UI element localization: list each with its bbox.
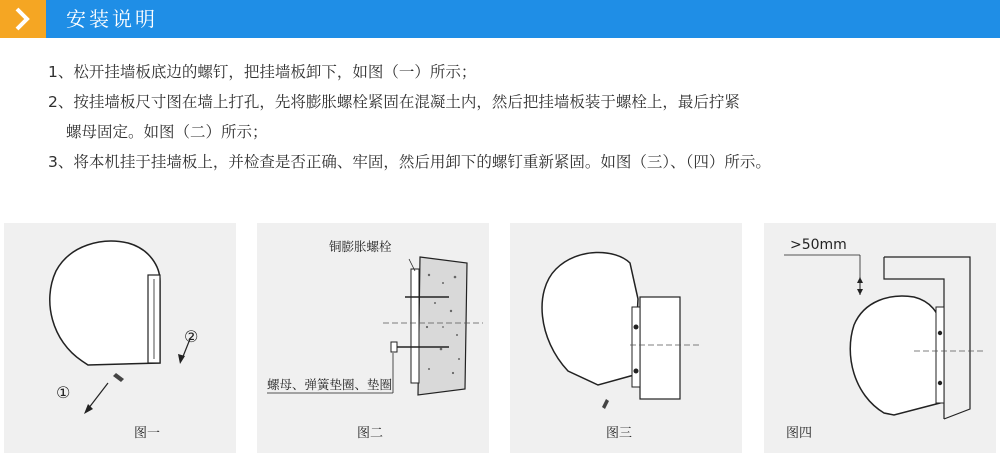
step-2-continued: 螺母固定。如图（二）所示； bbox=[66, 123, 268, 141]
figure-1-panel bbox=[4, 223, 236, 453]
instruction-list bbox=[48, 57, 968, 177]
figure-1-caption: 图一 bbox=[134, 426, 161, 441]
step-marker-2: ② bbox=[184, 327, 199, 346]
clearance-label: >50mm bbox=[790, 237, 847, 253]
figure-3-illustration bbox=[510, 223, 742, 453]
figure-4-caption: 图四 bbox=[786, 426, 813, 441]
figure-4-panel bbox=[764, 223, 996, 453]
step-1: 1、松开挂墙板底边的螺钉，把挂墙板卸下，如图（一）所示； bbox=[48, 63, 477, 81]
figure-1-illustration bbox=[4, 223, 236, 453]
section-header bbox=[0, 0, 1000, 38]
bolt-label: 铜膨胀螺栓 bbox=[329, 239, 392, 254]
figure-2-caption: 图二 bbox=[357, 426, 384, 441]
step-marker-1: ① bbox=[56, 383, 71, 402]
nut-washer-label: 螺母、弹簧垫圈、垫圈 bbox=[267, 377, 393, 392]
figure-2-illustration bbox=[257, 223, 489, 453]
figure-2-panel bbox=[257, 223, 489, 453]
figure-3-caption: 图三 bbox=[606, 426, 633, 441]
step-3: 3、将本机挂于挂墙板上，并检查是否正确、牢固，然后用卸下的螺钉重新紧固。如图（三）、（四）所示。 bbox=[48, 153, 771, 171]
figure-4-illustration bbox=[764, 223, 996, 453]
chevron-right-icon bbox=[0, 0, 46, 38]
section-title: 安装说明 bbox=[66, 7, 158, 31]
step-2: 2、按挂墙板尺寸图在墙上打孔，先将膨胀螺栓紧固在混凝土内，然后把挂墙板装于螺栓上，最后拧紧 bbox=[48, 93, 740, 111]
figure-3-panel bbox=[510, 223, 742, 453]
